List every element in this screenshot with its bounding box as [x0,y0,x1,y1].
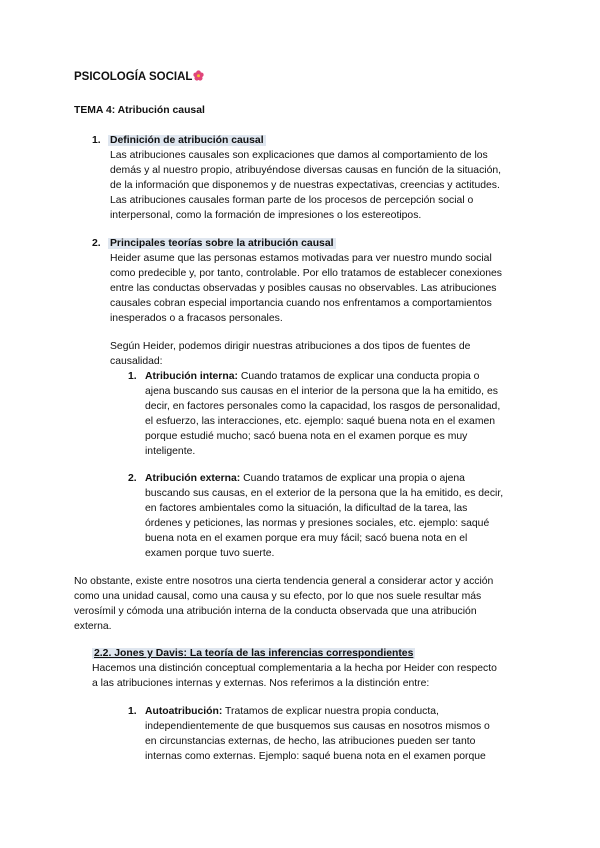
item-internal-number: 1. [128,371,137,382]
section-1-line: de la información que disponemos y de nuestras expectativas, creencias y actitudes. [110,180,500,191]
item-external-line: buscando sus causas, en el exterior de la persona que la ha emitido, es decir, [145,488,504,499]
section-1-line: demás y al nuestro propio, atribuyéndose diversas causas en función de la situación, [110,165,502,176]
item-external-line: examen porque tuvo suerte. [145,548,275,559]
item-internal-line: decir, en factores personales como la capacidad, los rasgos de personalidad, [145,401,501,412]
item-internal-line: porque estudié mucho; sacó buena nota en el examen porque es muy [145,431,468,442]
section-1-line: Las atribuciones causales forman parte de los procesos de percepción social o [110,195,474,206]
section-2-2-line: Hacemos una distinción conceptual complementaria a la hecha por Heider con respecto [92,663,497,674]
section-2-line: entre las conductas observadas y posibles causas no observables. Las atribuciones [110,283,497,294]
item-internal-line: el esfuerzo, las interacciones, etc. ejemplo: saqué buena nota en el examen [145,416,496,427]
item-internal-line: inteligente. [145,446,196,457]
section-2-line: como predecible y, por tanto, controlable. Por ello tratamos de establecer conexiones [110,268,502,279]
section-2-2-heading: 2.2. Jones y Davis: La teoría de las inferencias correspondientes [94,648,414,659]
item-self-number: 1. [128,706,137,717]
section-1-line: interpersonal, como la formación de impresiones o los estereotipos. [110,210,422,221]
item-external-first-line: Atribución externa: Cuando tratamos de explicar una propia o ajena [145,473,465,484]
section-1-heading: Definición de atribución causal [110,135,264,146]
topic-heading: TEMA 4: Atribución causal [74,105,205,116]
section-1-number: 1. [92,135,101,146]
item-self-line: internas como externas. Ejemplo: saqué buena nota en el examen porque [145,751,486,762]
item-internal-first-line: Atribución interna: Cuando tratamos de explicar una conducta propia o [145,371,480,382]
hibiscus-flower-icon [193,70,204,81]
section-2-2-line: a las atribuciones internas y externas. Nos referimos a la distinción entre: [92,678,430,689]
item-external-line: en factores ambientales como la situación, la dificultad de la tarea, las [145,503,468,514]
section-2-heading: Principales teorías sobre la atribución causal [110,238,334,249]
section-2-line: causales cobran especial importancia cuando nos enfrentamos a comportamientos [110,298,492,309]
paragraph-line: verosímil y cómoda una atribución interna de la conducta observada que una atribución [74,606,477,617]
item-self-line: en circunstancias externas, de hecho, las atribuciones pueden ser tanto [145,736,476,747]
heider-line: causalidad: [110,356,163,367]
item-self-line: independientemente de que busquemos sus causas en nosotros mismos o [145,721,490,732]
section-1-line: Las atribuciones causales son explicaciones que damos al comportamiento de los [110,150,488,161]
item-external-number: 2. [128,473,137,484]
heider-line: Según Heider, podemos dirigir nuestras atribuciones a dos tipos de fuentes de [110,341,471,352]
section-2-number: 2. [92,238,101,249]
item-internal-line: ajena buscando sus causas en el interior de la persona que la ha emitido, es [145,386,498,397]
item-external-line: órdenes y peticiones, las normas y presiones sociales, etc. ejemplo: saqué [145,518,490,529]
paragraph-line: externa. [74,621,112,632]
item-external-line: buena nota en el examen porque era muy fácil; sacó buena nota en el [145,533,468,544]
title-text: PSICOLOGÍA SOCIAL [74,71,193,83]
item-self-first-line: Autoatribución: Tratamos de explicar nuestra propia conducta, [145,706,439,717]
paragraph-line: No obstante, existe entre nosotros una cierta tendencia general a considerar actor y acción [74,576,494,587]
section-2-line: Heider asume que las personas estamos motivadas para ver nuestro mundo social [110,253,492,264]
document-title [74,70,204,85]
section-2-line: inesperados o a fracasos personales. [110,313,283,324]
paragraph-line: como una unidad causal, como una causa y su efecto, por lo que nos suele resultar más [74,591,482,602]
